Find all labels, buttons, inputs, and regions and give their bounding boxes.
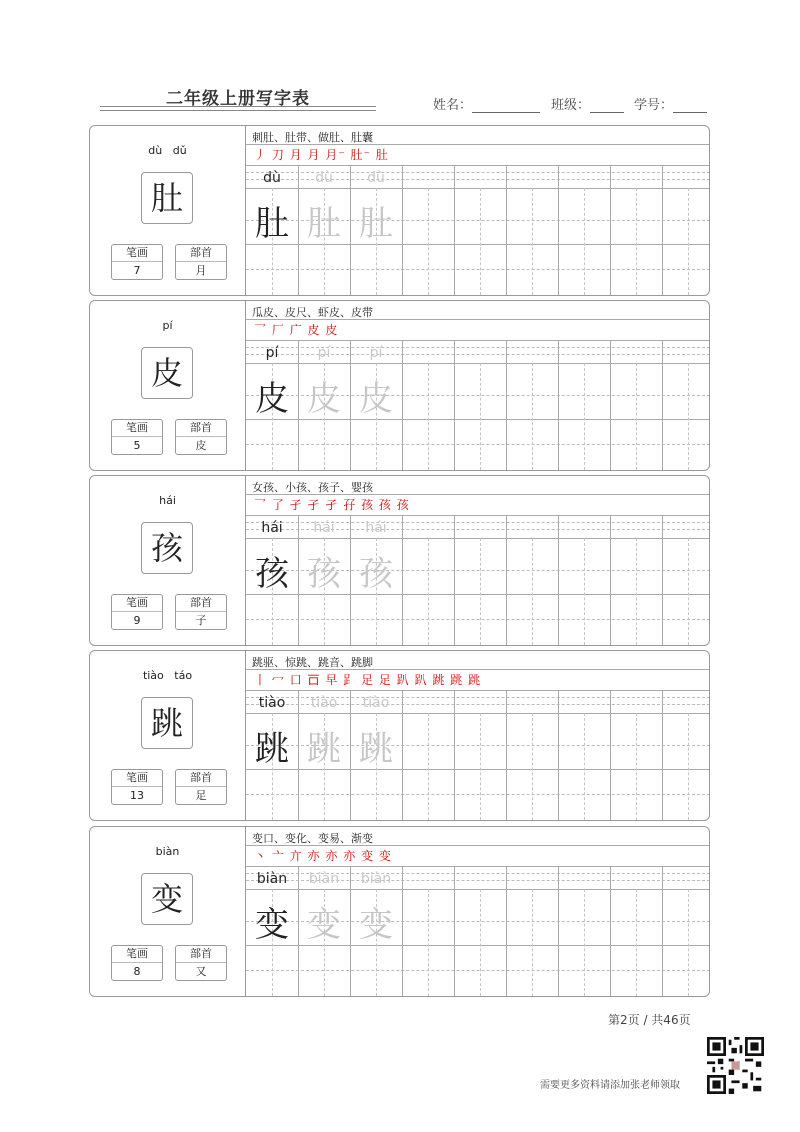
stroke-step: 𧾷 xyxy=(343,673,357,687)
stroke-count-value: 5 xyxy=(133,439,141,452)
grid-column-line xyxy=(506,340,507,470)
grid-column-dash xyxy=(532,538,533,645)
grid-column-line xyxy=(662,165,663,295)
stroke-order xyxy=(254,671,481,688)
stroke-step: 足 xyxy=(378,673,392,687)
practice-pinyin: dù xyxy=(263,170,281,186)
radical-box xyxy=(175,594,227,630)
grid-column-dash xyxy=(428,889,429,996)
grid-column-dash xyxy=(480,713,481,820)
grid-dash xyxy=(246,269,710,270)
grid-line xyxy=(246,188,710,189)
stroke-order xyxy=(254,496,410,513)
grid-column-dash xyxy=(532,363,533,470)
stroke-step: 乛 xyxy=(254,323,268,337)
stroke-step: 皮 xyxy=(325,323,339,337)
grid-line xyxy=(246,340,710,341)
grid-column-line xyxy=(454,515,455,645)
practice-character: 跳 xyxy=(255,729,289,769)
practice-character: 跳 xyxy=(359,729,393,769)
character-info-panel xyxy=(90,827,246,996)
stroke-count-box xyxy=(111,769,163,805)
grid-column-dash xyxy=(688,363,689,470)
grid-line xyxy=(246,889,710,890)
grid-column-line xyxy=(610,866,611,996)
grid-line xyxy=(246,515,710,516)
word-examples: 变口、变化、变易、渐变 xyxy=(252,832,373,845)
grid-line xyxy=(246,713,710,714)
radical-label: 部首 xyxy=(176,946,226,963)
stroke-step: 丿 xyxy=(254,148,268,162)
grid-column-dash xyxy=(532,188,533,295)
grid-column-dash xyxy=(636,188,637,295)
practice-pinyin: hái xyxy=(261,520,283,536)
grid-line xyxy=(246,690,710,691)
page-title: 二年级上册写字表 xyxy=(166,89,310,109)
practice-pinyin: biàn xyxy=(308,871,340,887)
stroke-step: 趴 xyxy=(414,673,428,687)
grid-column-dash xyxy=(688,538,689,645)
pinyin-label: tiào táo xyxy=(142,669,193,682)
grid-column-dash xyxy=(428,363,429,470)
practice-character: 孩 xyxy=(255,554,289,594)
practice-character: 跳 xyxy=(307,729,341,769)
stroke-step: 广 xyxy=(289,323,303,337)
character-display: 变 xyxy=(141,873,193,925)
stroke-step: 跳 xyxy=(432,673,446,687)
grid-column-line xyxy=(454,866,455,996)
grid-column-line xyxy=(662,515,663,645)
grid-column-line xyxy=(402,866,403,996)
pinyin-label: pí xyxy=(162,319,173,332)
grid-dash xyxy=(246,619,710,620)
grid-column-dash xyxy=(636,713,637,820)
grid-dash xyxy=(246,970,710,971)
grid-line xyxy=(246,494,710,495)
stroke-count-box xyxy=(111,594,163,630)
grid-column-dash xyxy=(584,363,585,470)
grid-column-dash xyxy=(584,713,585,820)
stroke-step: 早 xyxy=(325,673,339,687)
practice-character: 皮 xyxy=(359,379,393,419)
stroke-step: 月 xyxy=(289,148,303,162)
grid-column-line xyxy=(402,515,403,645)
stroke-count-box xyxy=(111,945,163,981)
grid-column-dash xyxy=(428,188,429,295)
stroke-step: 月 xyxy=(307,148,321,162)
grid-column-line xyxy=(662,340,663,470)
grid-column-line xyxy=(506,690,507,820)
character-card xyxy=(89,125,710,296)
grid-line xyxy=(246,845,710,846)
stroke-order xyxy=(254,847,392,864)
grid-column-dash xyxy=(532,889,533,996)
stroke-step: 肚 xyxy=(375,148,389,162)
stroke-step: 孩 xyxy=(361,498,375,512)
class-field[interactable] xyxy=(551,94,624,113)
grid-column-dash xyxy=(584,188,585,295)
practice-character: 变 xyxy=(255,905,289,945)
grid-column-dash xyxy=(428,538,429,645)
practice-character: 孩 xyxy=(307,554,341,594)
stroke-step: 孩 xyxy=(378,498,392,512)
student-id-field[interactable] xyxy=(634,94,707,113)
pinyin-label: dù dǔ xyxy=(148,144,187,157)
practice-character: 变 xyxy=(307,905,341,945)
practice-pinyin: pí xyxy=(369,345,383,361)
grid-column-line xyxy=(402,340,403,470)
character-info-panel xyxy=(90,301,246,470)
character-card xyxy=(89,650,710,821)
grid-column-dash xyxy=(636,538,637,645)
stroke-count-value: 9 xyxy=(133,614,141,627)
radical-value: 又 xyxy=(195,965,207,978)
stroke-step: 了 xyxy=(271,498,285,512)
grid-column-line xyxy=(402,165,403,295)
practice-pinyin: dù xyxy=(367,170,385,186)
practice-grid xyxy=(246,476,710,645)
grid-column-dash xyxy=(480,889,481,996)
grid-column-line xyxy=(610,515,611,645)
grid-column-line xyxy=(454,165,455,295)
word-examples: 女孩、小孩、孩子、婴孩 xyxy=(252,481,373,494)
grid-column-dash xyxy=(480,363,481,470)
character-info-panel xyxy=(90,126,246,295)
stroke-step: 乛 xyxy=(254,498,268,512)
grid-column-dash xyxy=(532,713,533,820)
character-info-panel xyxy=(90,476,246,645)
stroke-step: 趴 xyxy=(396,673,410,687)
practice-pinyin: biàn xyxy=(360,871,392,887)
practice-pinyin: biàn xyxy=(256,871,288,887)
radical-label: 部首 xyxy=(176,420,226,437)
grid-dash xyxy=(246,794,710,795)
stroke-step: 厂 xyxy=(271,323,285,337)
practice-character: 皮 xyxy=(255,379,289,419)
stroke-count-label: 笔画 xyxy=(112,420,162,437)
grid-column-line xyxy=(402,690,403,820)
practice-character: 孩 xyxy=(359,554,393,594)
stroke-count-label: 笔画 xyxy=(112,770,162,787)
grid-column-line xyxy=(506,165,507,295)
stroke-step: 变 xyxy=(361,849,375,863)
grid-column-line xyxy=(610,690,611,820)
stroke-step: 𠮛 xyxy=(307,673,321,687)
stroke-count-box xyxy=(111,419,163,455)
radical-value: 足 xyxy=(195,789,207,802)
grid-column-line xyxy=(558,515,559,645)
character-display: 皮 xyxy=(141,347,193,399)
grid-column-line xyxy=(454,340,455,470)
radical-box xyxy=(175,769,227,805)
stroke-step: 孑 xyxy=(307,498,321,512)
grid-column-line xyxy=(454,690,455,820)
practice-grid xyxy=(246,301,710,470)
practice-character: 皮 xyxy=(307,379,341,419)
practice-character: 肚 xyxy=(255,204,289,244)
practice-character: 肚 xyxy=(307,204,341,244)
practice-grid xyxy=(246,126,710,295)
class-label: 班级： xyxy=(551,98,591,113)
stroke-count-label: 笔画 xyxy=(112,245,162,262)
practice-pinyin: dù xyxy=(315,170,333,186)
grid-column-dash xyxy=(688,889,689,996)
character-card xyxy=(89,475,710,646)
practice-character: 肚 xyxy=(359,204,393,244)
character-display: 跳 xyxy=(141,697,193,749)
character-display: 肚 xyxy=(141,172,193,224)
stroke-count-label: 笔画 xyxy=(112,946,162,963)
practice-grid xyxy=(246,651,710,820)
student-id-label: 学号： xyxy=(634,98,674,113)
stroke-step: 亦 xyxy=(307,849,321,863)
radical-box xyxy=(175,419,227,455)
character-info-panel xyxy=(90,651,246,820)
title-rule xyxy=(100,106,376,107)
character-card xyxy=(89,300,710,471)
practice-pinyin: pí xyxy=(317,345,331,361)
stroke-step: 丶 xyxy=(254,849,268,863)
grid-line xyxy=(246,363,710,364)
stroke-order xyxy=(254,146,389,163)
radical-value: 月 xyxy=(195,264,207,277)
grid-line xyxy=(246,866,710,867)
stroke-step: 亠 xyxy=(271,849,285,863)
grid-column-line xyxy=(558,866,559,996)
practice-pinyin: tiào xyxy=(258,695,286,711)
character-display: 孩 xyxy=(141,522,193,574)
grid-column-line xyxy=(610,165,611,295)
stroke-step: 足 xyxy=(361,673,375,687)
stroke-step: 孑 xyxy=(325,498,339,512)
stroke-step: 孖 xyxy=(343,498,357,512)
grid-column-line xyxy=(506,866,507,996)
stroke-step: 亦 xyxy=(325,849,339,863)
stroke-step: 口 xyxy=(289,673,303,687)
grid-column-line xyxy=(558,690,559,820)
grid-column-dash xyxy=(688,188,689,295)
grid-line xyxy=(246,669,710,670)
grid-column-dash xyxy=(636,889,637,996)
pinyin-label: hái xyxy=(159,494,176,507)
grid-column-line xyxy=(558,340,559,470)
pinyin-label: biàn xyxy=(155,845,180,858)
grid-column-dash xyxy=(480,538,481,645)
grid-line xyxy=(246,165,710,166)
stroke-step: 跳 xyxy=(450,673,464,687)
stroke-count-value: 8 xyxy=(133,965,141,978)
practice-pinyin: hái xyxy=(365,520,387,536)
character-card xyxy=(89,826,710,997)
practice-pinyin: tiào xyxy=(310,695,338,711)
stroke-step: 丨 xyxy=(254,673,268,687)
stroke-step: 刀 xyxy=(271,148,285,162)
practice-pinyin: pí xyxy=(265,345,279,361)
practice-pinyin: tiào xyxy=(362,695,390,711)
stroke-step: 亦 xyxy=(343,849,357,863)
grid-column-dash xyxy=(428,713,429,820)
practice-pinyin: hái xyxy=(313,520,335,536)
stroke-step: 亣 xyxy=(289,849,303,863)
stroke-step: 孑 xyxy=(289,498,303,512)
stroke-count-box xyxy=(111,244,163,280)
stroke-step: 跳 xyxy=(468,673,482,687)
name-field[interactable] xyxy=(433,94,540,113)
grid-column-dash xyxy=(480,188,481,295)
practice-character: 变 xyxy=(359,905,393,945)
grid-line xyxy=(246,319,710,320)
grid-column-line xyxy=(662,866,663,996)
word-examples: 瓜皮、皮尺、虾皮、皮带 xyxy=(252,306,373,319)
grid-column-line xyxy=(506,515,507,645)
name-label: 姓名： xyxy=(433,98,473,113)
title-rule xyxy=(100,110,376,111)
radical-label: 部首 xyxy=(176,245,226,262)
grid-column-dash xyxy=(636,363,637,470)
stroke-order xyxy=(254,321,338,338)
grid-line xyxy=(246,144,710,145)
radical-value: 子 xyxy=(195,614,207,627)
stroke-step: 孩 xyxy=(396,498,410,512)
word-examples: 跳驱、惊跳、跳音、跳脚 xyxy=(252,656,373,669)
grid-column-line xyxy=(610,340,611,470)
stroke-step: 月⁻ xyxy=(325,148,346,162)
grid-column-line xyxy=(558,165,559,295)
grid-dash xyxy=(246,444,710,445)
radical-box xyxy=(175,244,227,280)
word-examples: 刺肚、肚带、做肚、肚囊 xyxy=(252,131,373,144)
radical-value: 皮 xyxy=(195,439,207,452)
footer-note: 需要更多资料请添加张老师领取 xyxy=(540,1080,680,1091)
stroke-step: 肚⁻ xyxy=(350,148,371,162)
practice-grid xyxy=(246,827,710,996)
grid-column-dash xyxy=(688,713,689,820)
stroke-step: 皮 xyxy=(307,323,321,337)
radical-label: 部首 xyxy=(176,595,226,612)
stroke-step: 冖 xyxy=(271,673,285,687)
stroke-step: 变 xyxy=(378,849,392,863)
page-number: 第2页 / 共46页 xyxy=(608,1013,691,1027)
grid-column-line xyxy=(662,690,663,820)
stroke-count-value: 7 xyxy=(133,264,141,277)
qr-code xyxy=(707,1037,764,1094)
grid-line xyxy=(246,538,710,539)
stroke-count-value: 13 xyxy=(130,789,144,802)
grid-column-dash xyxy=(584,538,585,645)
radical-box xyxy=(175,945,227,981)
radical-label: 部首 xyxy=(176,770,226,787)
stroke-count-label: 笔画 xyxy=(112,595,162,612)
grid-column-dash xyxy=(584,889,585,996)
